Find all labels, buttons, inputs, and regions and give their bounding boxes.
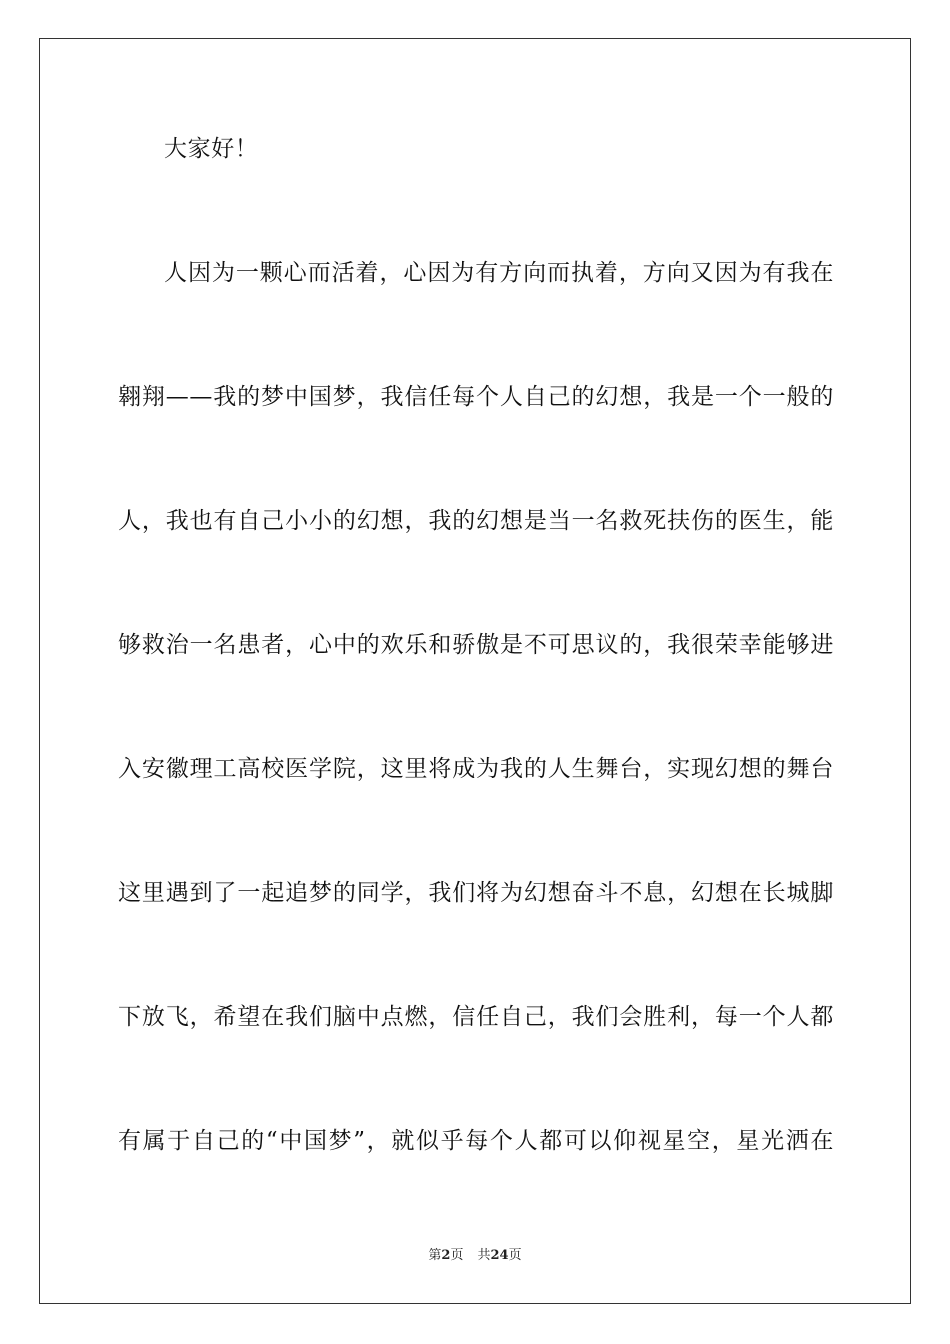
paragraph-line-3: 人，我也有自己小小的幻想，我的幻想是当一名救死扶伤的医生，能 [118, 508, 834, 534]
total-suffix: 页 [508, 1248, 522, 1263]
total-pages: 24 [490, 1248, 509, 1263]
page-prefix: 第 [428, 1248, 442, 1263]
paragraph-line-1: 人因为一颗心而活着，心因为有方向而执着，方向又因为有我在 [164, 260, 834, 286]
paragraph-line-6: 这里遇到了一起追梦的同学，我们将为幻想奋斗不息，幻想在长城脚 [118, 880, 834, 906]
paragraph-line-7: 下放飞，希望在我们脑中点燃，信任自己，我们会胜利，每一个人都 [118, 1004, 834, 1030]
page-suffix: 页 [450, 1248, 464, 1263]
paragraph-line-4: 够救治一名患者，心中的欢乐和骄傲是不可思议的，我很荣幸能够进 [118, 632, 834, 658]
page-footer [0, 1247, 950, 1265]
paragraph-line-2: 翱翔——我的梦中国梦，我信任每个人自己的幻想，我是一个一般的 [118, 384, 834, 410]
page-number: 2 [441, 1248, 451, 1263]
page-border [39, 38, 911, 1304]
total-prefix: 共 [477, 1248, 491, 1263]
greeting-line: 大家好！ [164, 136, 259, 162]
paragraph-line-5: 入安徽理工高校医学院，这里将成为我的人生舞台，实现幻想的舞台 [118, 756, 834, 782]
paragraph-line-8: 有属于自己的“中国梦”，就似乎每个人都可以仰视星空，星光洒在 [118, 1128, 834, 1154]
